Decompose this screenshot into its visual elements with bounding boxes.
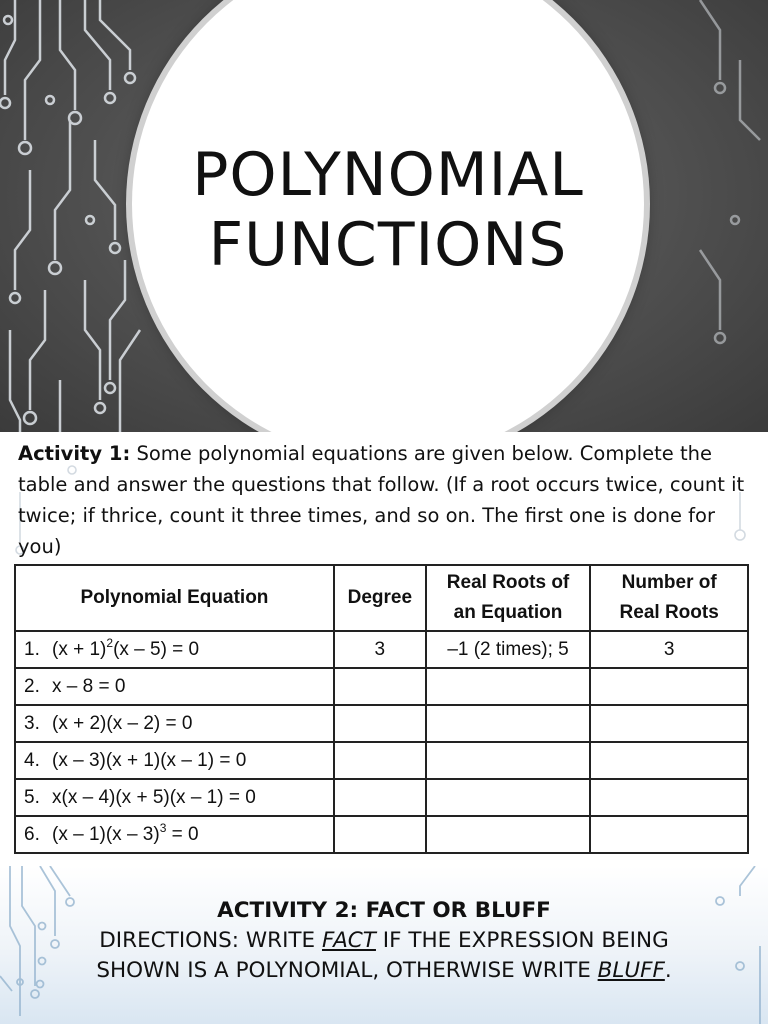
equation-part: (x – 5) = 0	[113, 638, 200, 660]
degree-cell[interactable]	[334, 816, 426, 853]
equation-exponent: 3	[159, 820, 167, 835]
directions-text: .	[664, 958, 672, 983]
activity2-heading: ACTIVITY 2: FACT OR BLUFF	[217, 898, 551, 923]
row-number: 4.	[24, 749, 40, 771]
table-row	[15, 816, 748, 853]
activity1-label: Activity 1:	[18, 442, 131, 465]
equation-cell	[15, 668, 334, 705]
equation-part: (x – 1)(x – 3)	[52, 823, 160, 845]
equation-part: (x + 2)(x – 2) = 0	[52, 712, 193, 734]
slide-title	[132, 140, 644, 280]
roots-cell[interactable]	[426, 816, 591, 853]
header-polynomial-equation: Polynomial Equation	[15, 565, 334, 631]
row-number: 6.	[24, 823, 40, 845]
count-cell[interactable]: 3	[590, 631, 748, 668]
directions-text: SHOWN IS A POLYNOMIAL, OTHERWISE WRITE	[96, 958, 598, 983]
table-header-row	[15, 565, 748, 631]
activity1-instruction-text: Some polynomial equations are given below. Complete the table and answer the questions that follow. (If a root occurs twice, count it twice; if thrice, count it three times, and so on. The first one is done for you)	[18, 442, 745, 558]
count-cell[interactable]	[590, 668, 748, 705]
table-row	[15, 705, 748, 742]
table-row	[15, 742, 748, 779]
roots-cell[interactable]: –1 (2 times); 5	[426, 631, 591, 668]
count-cell[interactable]	[590, 779, 748, 816]
table-row	[15, 779, 748, 816]
degree-cell[interactable]	[334, 668, 426, 705]
degree-cell[interactable]: 3	[334, 631, 426, 668]
activity2-text	[20, 896, 748, 986]
header-degree: Degree	[334, 565, 426, 631]
count-cell[interactable]	[590, 705, 748, 742]
directions-text: DIRECTIONS: WRITE	[99, 928, 322, 953]
roots-cell[interactable]	[426, 668, 591, 705]
roots-cell[interactable]	[426, 779, 591, 816]
title-line-1: POLYNOMIAL	[192, 140, 584, 210]
roots-cell[interactable]	[426, 705, 591, 742]
equation-cell	[15, 742, 334, 779]
count-cell[interactable]	[590, 816, 748, 853]
degree-cell[interactable]	[334, 705, 426, 742]
equation-part: x – 8 = 0	[52, 675, 126, 697]
activity2-directions-line2	[20, 956, 748, 986]
header-number-of-real-roots: Number of Real Roots	[590, 565, 748, 631]
degree-cell[interactable]	[334, 742, 426, 779]
equation-cell	[15, 816, 334, 853]
row-number: 2.	[24, 675, 40, 697]
equation-part: (x + 1)	[52, 638, 107, 660]
equation-exponent: 2	[106, 635, 114, 650]
equation-cell	[15, 705, 334, 742]
bluff-keyword: BLUFF	[597, 958, 665, 983]
activity1-instructions	[18, 438, 758, 562]
degree-cell[interactable]	[334, 779, 426, 816]
equation-part: (x – 3)(x + 1)(x – 1) = 0	[52, 749, 247, 771]
equation-part: = 0	[166, 823, 199, 845]
equation-cell	[15, 631, 334, 668]
equation-cell	[15, 779, 334, 816]
directions-text: IF THE EXPRESSION BEING	[375, 928, 669, 953]
polynomial-table	[14, 564, 749, 854]
count-cell[interactable]	[590, 742, 748, 779]
row-number: 5.	[24, 786, 40, 808]
header-real-roots: Real Roots of an Equation	[426, 565, 591, 631]
activity2-directions-line1	[20, 926, 748, 956]
equation-part: x(x – 4)(x + 5)(x – 1) = 0	[52, 786, 256, 808]
roots-cell[interactable]	[426, 742, 591, 779]
title-slide	[0, 0, 768, 432]
row-number: 1.	[24, 638, 40, 660]
table-row	[15, 631, 748, 668]
activity1-slide	[0, 432, 768, 866]
row-number: 3.	[24, 712, 40, 734]
title-line-2: FUNCTIONS	[208, 210, 568, 280]
table-row	[15, 668, 748, 705]
activity2-slide	[0, 866, 768, 1024]
fact-keyword: FACT	[321, 928, 376, 953]
